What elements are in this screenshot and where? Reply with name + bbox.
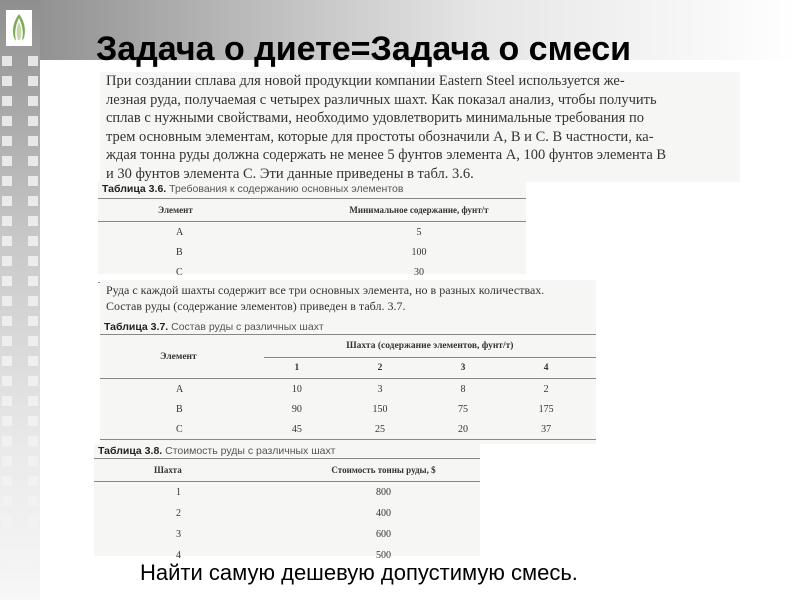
table-cell: 3: [377, 383, 383, 395]
cost-table: [94, 444, 480, 561]
decorative-square: [28, 176, 38, 186]
decorative-square: [2, 216, 12, 226]
flame-logo-icon: [2, 8, 36, 48]
decorative-square: [28, 296, 38, 306]
decorative-square: [2, 336, 12, 346]
table-row: [94, 482, 480, 504]
decorative-square-row: [2, 376, 38, 386]
decorative-square: [2, 296, 12, 306]
composition-table: [100, 320, 596, 444]
decorative-square: [28, 156, 38, 166]
decorative-square: [28, 476, 38, 486]
decorative-square: [28, 416, 38, 426]
decorative-square: [28, 336, 38, 346]
table-cell: 1: [176, 487, 181, 498]
decorative-square: [2, 356, 12, 366]
decorative-square: [2, 256, 12, 266]
decorative-square: [2, 56, 12, 66]
table-cell: B: [176, 403, 183, 415]
task-statement: Найти самую дешевую допустимую смесь.: [140, 560, 578, 585]
decorative-square-row: [2, 456, 38, 466]
decorative-square: [2, 176, 12, 186]
table-cell: B: [176, 246, 183, 258]
column-header: 2: [377, 363, 383, 373]
table-cell: 90: [291, 403, 302, 415]
table-cell: A: [176, 226, 184, 238]
table-cell: 45: [291, 423, 302, 435]
paragraph-line: При создании сплава для новой продукции компании Eastern Steel используется же-: [106, 73, 625, 89]
column-header: Элемент: [98, 199, 312, 222]
decorative-square-row: [2, 196, 38, 206]
decorative-square-row: [2, 496, 38, 506]
table-cell: 600: [376, 529, 391, 540]
decorative-square-row: [2, 396, 38, 406]
table-cell: 2: [176, 508, 181, 519]
decorative-square: [28, 76, 38, 86]
table-caption: Таблица 3.8. Стоимость руды с различных шахт: [98, 445, 336, 457]
problem-paragraph: [100, 72, 740, 182]
decorative-square: [2, 476, 12, 486]
table-cell: 400: [376, 508, 391, 519]
column-header: 1: [294, 363, 300, 373]
decorative-square: [28, 316, 38, 326]
decorative-square-row: [2, 76, 38, 86]
table-cell: C: [98, 262, 312, 283]
decorative-square: [2, 456, 12, 466]
table-row: [94, 524, 480, 545]
decorative-square: [28, 376, 38, 386]
decorative-square-row: [2, 516, 38, 526]
table-caption: Таблица 3.6. Требования к содержанию основных элементов: [102, 183, 404, 195]
table-cell: 500: [376, 550, 391, 561]
paragraph-line: трем основным элементам, которые для простоты обозначили A, B и C. В частности, ка-: [106, 128, 654, 145]
decorative-square-row: [2, 336, 38, 346]
decorative-square: [28, 356, 38, 366]
table-cell: A: [176, 383, 184, 395]
decorative-square-row: [2, 156, 38, 166]
decorative-square: [2, 116, 12, 126]
table-cell: 75: [458, 403, 469, 415]
decorative-square: [28, 556, 38, 566]
table-row: [98, 242, 526, 262]
table-cell: 4: [176, 550, 181, 561]
table-cell: 20: [458, 423, 469, 435]
decorative-square-row: [2, 96, 38, 106]
decorative-squares: [2, 56, 38, 576]
decorative-square: [28, 216, 38, 226]
decorative-square: [28, 236, 38, 246]
decorative-square: [2, 496, 12, 506]
table-row: [100, 419, 596, 440]
table-cell: 37: [541, 423, 552, 435]
decorative-square: [28, 96, 38, 106]
decorative-square-row: [2, 556, 38, 566]
row-header: Элемент: [100, 335, 264, 379]
decorative-square: [2, 156, 12, 166]
decorative-square-row: [2, 476, 38, 486]
decorative-square: [28, 116, 38, 126]
decorative-square-row: [2, 136, 38, 146]
table-cell: 8: [460, 383, 466, 395]
table-cell: 150: [372, 403, 388, 415]
decorative-square: [28, 436, 38, 446]
column-header: Минимальное содержание, фунт/т: [312, 199, 526, 222]
decorative-square-row: [2, 276, 38, 286]
decorative-square-row: [2, 536, 38, 546]
table-cell: 800: [376, 487, 391, 498]
decorative-square: [28, 456, 38, 466]
decorative-square: [2, 396, 12, 406]
decorative-square-row: [2, 256, 38, 266]
table-cell: 2: [543, 383, 549, 395]
table-cell: 100: [411, 246, 427, 258]
decorative-square: [2, 416, 12, 426]
table-row: [94, 503, 480, 524]
decorative-square-row: [2, 416, 38, 426]
decorative-square-row: [2, 216, 38, 226]
decorative-square: [28, 56, 38, 66]
decorative-square-row: [2, 316, 38, 326]
decorative-square: [2, 536, 12, 546]
table-cell: 5: [416, 226, 422, 238]
paragraph-line: лезная руда, получаемая с четырех различных шахт. Как показал анализ, чтобы получить: [106, 91, 657, 108]
column-header: Стоимость тонны руды, $: [287, 459, 480, 482]
column-header: 3: [460, 363, 466, 373]
decorative-square: [28, 396, 38, 406]
paragraph-line: ждая тонна руды должна содержать не менее 5 фунтов элемента A, 100 фунтов элемента B: [106, 147, 667, 163]
decorative-square: [28, 196, 38, 206]
table-cell: 30: [312, 262, 526, 283]
decorative-square: [2, 556, 12, 566]
decorative-square: [2, 376, 12, 386]
paragraph-line: Руда с каждой шахты содержит все три основных элемента, но в разных количествах.: [106, 283, 545, 297]
requirements-table: [98, 182, 526, 278]
composition-paragraph: [100, 280, 596, 320]
table-caption: Таблица 3.7. Состав руды с различных шахт: [104, 321, 324, 333]
table-row: [100, 399, 596, 419]
decorative-square-row: [2, 296, 38, 306]
decorative-square: [2, 516, 12, 526]
decorative-square: [2, 136, 12, 146]
decorative-square: [2, 236, 12, 246]
table-cell: 175: [538, 403, 554, 415]
group-header: Шахта (содержание элементов, фунт/т): [264, 335, 596, 358]
decorative-square: [2, 196, 12, 206]
column-header: 4: [543, 363, 549, 373]
decorative-square-row: [2, 356, 38, 366]
table-row: [100, 379, 596, 400]
decorative-square: [2, 276, 12, 286]
decorative-square: [28, 276, 38, 286]
decorative-square: [28, 516, 38, 526]
slide-title: Задача о диете=Задача о смеси: [96, 30, 632, 68]
decorative-square: [2, 76, 12, 86]
decorative-square: [28, 256, 38, 266]
table-cell: 10: [291, 383, 302, 395]
decorative-square-row: [2, 56, 38, 66]
decorative-square: [28, 536, 38, 546]
decorative-square: [2, 96, 12, 106]
paragraph-line: Состав руды (содержание элементов) приведен в табл. 3.7.: [106, 299, 406, 313]
decorative-square: [2, 316, 12, 326]
decorative-square-row: [2, 236, 38, 246]
table-cell: C: [176, 423, 183, 435]
decorative-square: [28, 496, 38, 506]
decorative-square-row: [2, 176, 38, 186]
paragraph-line: сплав с нужными свойствами, необходимо удовлетворить минимальные требования по: [106, 110, 644, 126]
decorative-square-row: [2, 116, 38, 126]
table-cell: 3: [176, 529, 181, 540]
table-cell: 25: [374, 423, 385, 435]
table-row: [98, 222, 526, 243]
column-header: Шахта: [94, 459, 287, 482]
paragraph-line: и 30 фунтов элемента C. Эти данные приведены в табл. 3.6.: [106, 165, 474, 182]
decorative-square: [2, 436, 12, 446]
decorative-square: [28, 136, 38, 146]
decorative-square-row: [2, 436, 38, 446]
